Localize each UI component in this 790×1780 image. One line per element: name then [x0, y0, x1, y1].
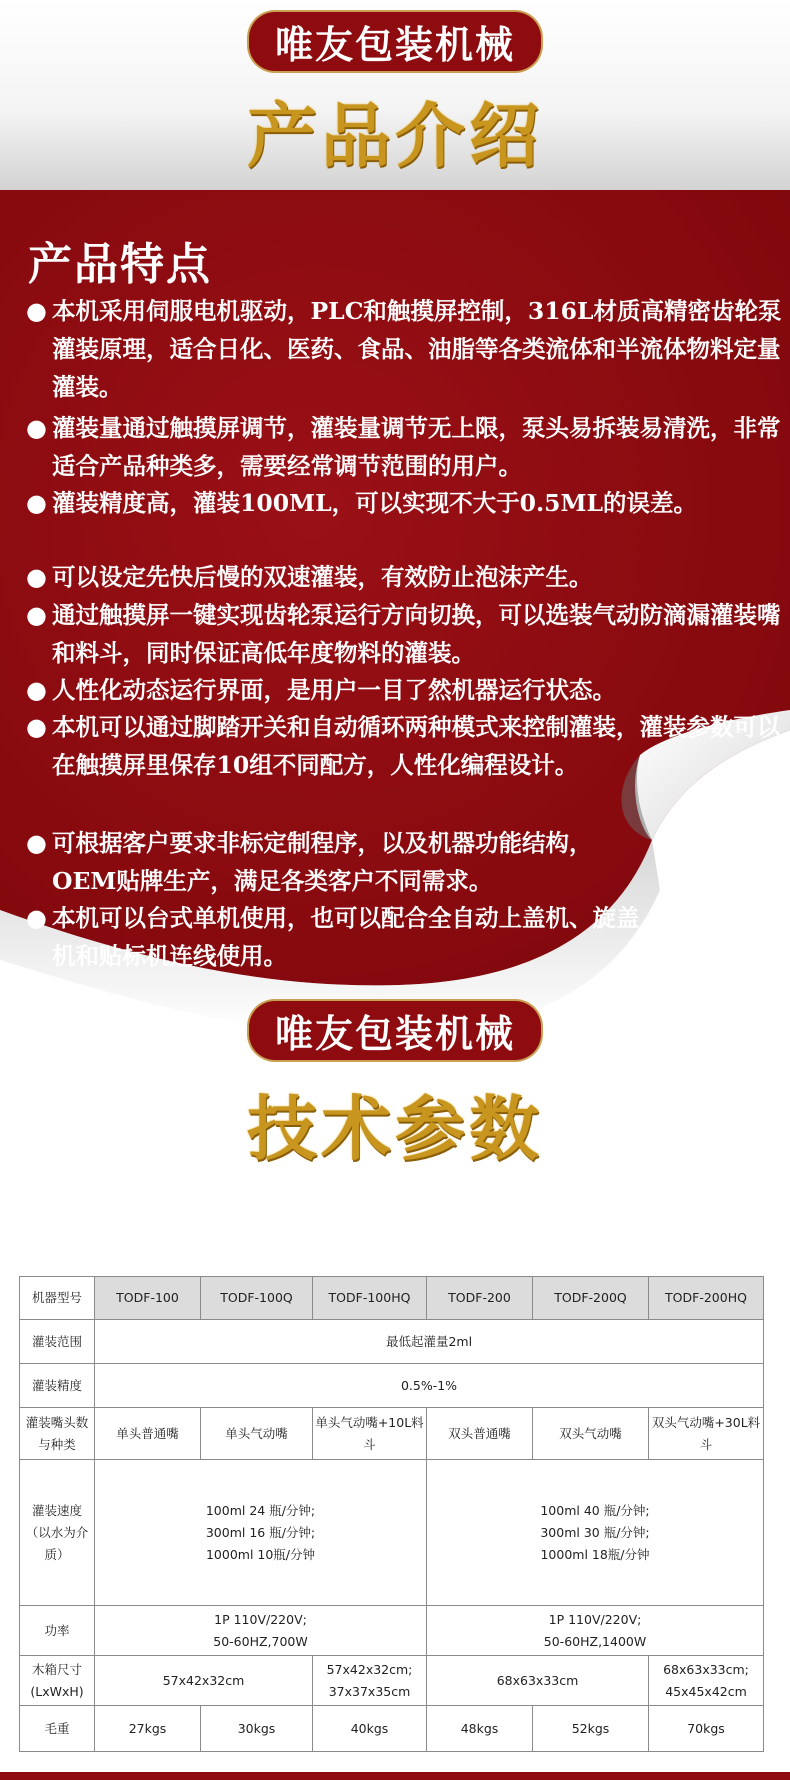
features-heading: 产品特点	[28, 239, 212, 290]
power-line: 50-60HZ,1400W	[543, 1633, 647, 1649]
weight-cell: 30kgs	[201, 1706, 313, 1752]
speed-line: 1000ml 10瓶/分钟	[205, 1546, 316, 1562]
model-cell: TODF-200Q	[533, 1277, 649, 1320]
power-line: 50-60HZ,700W	[213, 1633, 308, 1649]
nozzle-cell: 双头气动嘴	[533, 1408, 649, 1460]
box-line: 45x45x42cm	[665, 1683, 747, 1699]
bottom-bar	[0, 1772, 790, 1780]
bullet-icon: ●	[26, 712, 47, 741]
weight-cell: 52kgs	[533, 1706, 649, 1752]
spec-table	[19, 1276, 764, 1752]
feature-text: 通过触摸屏一键实现齿轮泵运行方向切换，可以选装气动防滴漏灌装嘴和料斗，同时保证高低年度物料的灌装。	[52, 601, 781, 667]
speed-line: 100ml 24 瓶/分钟;	[205, 1502, 316, 1518]
speed-single	[95, 1460, 427, 1606]
box-line: 57x42x32cm;	[326, 1661, 413, 1677]
row-label-weight: 毛重	[20, 1706, 95, 1752]
brand-badge-bottom: 唯友包装机械	[249, 1001, 541, 1060]
table-row-box	[20, 1656, 764, 1706]
feature-item	[26, 484, 786, 522]
model-cell: TODF-200HQ	[649, 1277, 764, 1320]
feature-item	[26, 824, 646, 900]
power-line: 1P 110V/220V;	[214, 1611, 307, 1627]
precision-value: 0.5%-1%	[95, 1364, 764, 1408]
row-label-box: 木箱尺寸(LxWxH)	[20, 1656, 95, 1706]
box-single-hq	[313, 1656, 427, 1706]
bullet-icon: ●	[26, 828, 47, 857]
model-cell: TODF-100Q	[201, 1277, 313, 1320]
bullet-icon: ●	[26, 600, 47, 629]
table-row-nozzle	[20, 1408, 764, 1460]
feature-item	[26, 708, 786, 784]
nozzle-cell: 双头气动嘴+30L料斗	[649, 1408, 764, 1460]
box-line: 37x37x35cm	[328, 1683, 411, 1699]
bullet-icon: ●	[26, 296, 47, 325]
feature-item	[26, 409, 786, 485]
power-double	[427, 1606, 764, 1656]
weight-cell: 27kgs	[95, 1706, 201, 1752]
feature-item	[26, 899, 646, 975]
table-row-range	[20, 1320, 764, 1364]
nozzle-cell: 单头气动嘴	[201, 1408, 313, 1460]
weight-cell: 48kgs	[427, 1706, 533, 1752]
box-double-hq	[649, 1656, 764, 1706]
section-title-intro: 产品介绍	[247, 94, 543, 177]
model-cell: TODF-200	[427, 1277, 533, 1320]
brand-badge-top: 唯友包装机械	[249, 12, 541, 71]
box-line: 68x63x33cm;	[663, 1661, 749, 1677]
section-title-specs: 技术参数	[247, 1087, 543, 1170]
table-row-weight	[20, 1706, 764, 1752]
feature-item	[26, 292, 786, 406]
feature-text: 人性化动态运行界面，是用户一目了然机器运行状态。	[52, 676, 616, 704]
feature-text: 灌装量通过触摸屏调节，灌装量调节无上限，泵头易拆装易清洗，非常适合产品种类多，需要经常调节范围的用户。	[52, 414, 781, 480]
nozzle-cell: 单头气动嘴+10L料斗	[313, 1408, 427, 1460]
weight-cell: 40kgs	[313, 1706, 427, 1752]
features-block	[22, 228, 782, 302]
row-label-nozzle: 灌装嘴头数与种类	[20, 1408, 95, 1460]
feature-text: 本机采用伺服电机驱动，PLC和触摸屏控制，316L材质高精密齿轮泵灌装原理，适合日化、医药、食品、油脂等各类流体和半流体物料定量灌装。	[52, 297, 782, 401]
power-line: 1P 110V/220V;	[548, 1611, 642, 1627]
speed-line: 300ml 30 瓶/分钟;	[540, 1524, 650, 1540]
feature-text: 本机可以通过脚踏开关和自动循环两种模式来控制灌装，灌装参数可以在触摸屏里保存10组不同配方，人性化编程设计。	[52, 713, 781, 779]
speed-line: 100ml 40 瓶/分钟;	[540, 1502, 650, 1518]
feature-text: 灌装精度高，灌装100ML，可以实现不大于0.5ML的误差。	[52, 489, 698, 517]
range-value: 最低起灌量2ml	[95, 1320, 764, 1364]
row-label-range: 灌装范围	[20, 1320, 95, 1364]
model-cell: TODF-100HQ	[313, 1277, 427, 1320]
feature-text: 可以设定先快后慢的双速灌装，有效防止泡沫产生。	[52, 563, 593, 591]
feature-item	[26, 558, 786, 596]
power-single	[95, 1606, 427, 1656]
nozzle-cell: 双头普通嘴	[427, 1408, 533, 1460]
row-label-speed: 灌装速度（以水为介质）	[20, 1460, 95, 1606]
bullet-icon: ●	[26, 562, 47, 591]
feature-text: 本机可以台式单机使用，也可以配合全自动上盖机、旋盖机和贴标机连线使用。	[52, 904, 640, 970]
speed-line: 1000ml 18瓶/分钟	[540, 1546, 650, 1562]
bullet-icon: ●	[26, 675, 47, 704]
box-double: 68x63x33cm	[427, 1656, 649, 1706]
row-label-power: 功率	[20, 1606, 95, 1656]
feature-item	[26, 596, 786, 672]
table-row-model	[20, 1277, 764, 1320]
nozzle-cell: 单头普通嘴	[95, 1408, 201, 1460]
speed-double	[427, 1460, 764, 1606]
table-row-speed	[20, 1460, 764, 1606]
bullet-icon: ●	[26, 903, 47, 932]
box-single: 57x42x32cm	[95, 1656, 313, 1706]
model-cell: TODF-100	[95, 1277, 201, 1320]
speed-line: 300ml 16 瓶/分钟;	[205, 1524, 316, 1540]
table-row-precision	[20, 1364, 764, 1408]
weight-cell: 70kgs	[649, 1706, 764, 1752]
feature-text: 可根据客户要求非标定制程序，以及机器功能结构，OEM贴牌生产，满足各类客户不同需求。	[52, 829, 593, 895]
table-row-power	[20, 1606, 764, 1656]
row-label-model: 机器型号	[20, 1277, 95, 1320]
row-label-precision: 灌装精度	[20, 1364, 95, 1408]
bullet-icon: ●	[26, 413, 47, 442]
feature-item	[26, 671, 786, 709]
bullet-icon: ●	[26, 488, 47, 517]
